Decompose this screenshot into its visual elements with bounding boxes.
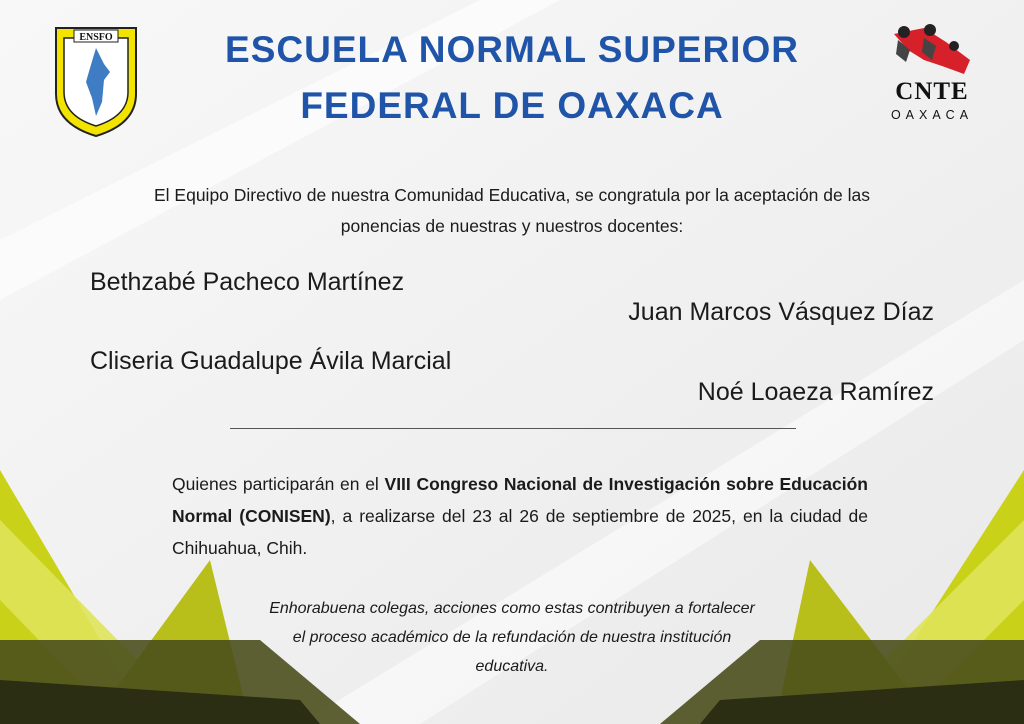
school-title xyxy=(150,22,874,134)
event-paragraph xyxy=(172,468,868,564)
cnte-logo-subtitle: OAXACA xyxy=(890,108,974,122)
ensfo-logo xyxy=(52,24,140,138)
title-line-1: ESCUELA NORMAL SUPERIOR xyxy=(225,29,799,70)
teacher-name: Cliseria Guadalupe Ávila Marcial xyxy=(90,347,452,375)
cnte-logo xyxy=(880,20,984,128)
divider xyxy=(230,428,796,429)
ensfo-logo-text: ENSFO xyxy=(79,32,113,43)
title-line-2: FEDERAL DE OAXACA xyxy=(300,85,724,126)
cnte-logo-word: CNTE xyxy=(895,78,969,105)
intro-paragraph: El Equipo Directivo de nuestra Comunidad Educativa, se congratula por la aceptación de las ponencias de nuestras y nuestros docentes: xyxy=(154,185,870,236)
event-text-part2: , a realizarse del 23 al 26 de septiembre de 2025, en la ciudad de Chihuahua, Chih. xyxy=(172,506,869,558)
closing-message: Enhorabuena colegas, acciones como estas contribuyen a fortalecer el proceso académico de la refundación de nuestra institución educativa. xyxy=(269,600,755,675)
congress-name: VIII Congreso Nacional de Investigación sobre Educación Normal (CONISEN) xyxy=(172,474,868,526)
teacher-name: Noé Loaeza Ramírez xyxy=(697,378,934,406)
teacher-name: Juan Marcos Vásquez Díaz xyxy=(628,298,934,326)
teacher-name: Bethzabé Pacheco Martínez xyxy=(90,268,405,296)
event-text-part1: Quienes participarán en el xyxy=(172,474,385,494)
